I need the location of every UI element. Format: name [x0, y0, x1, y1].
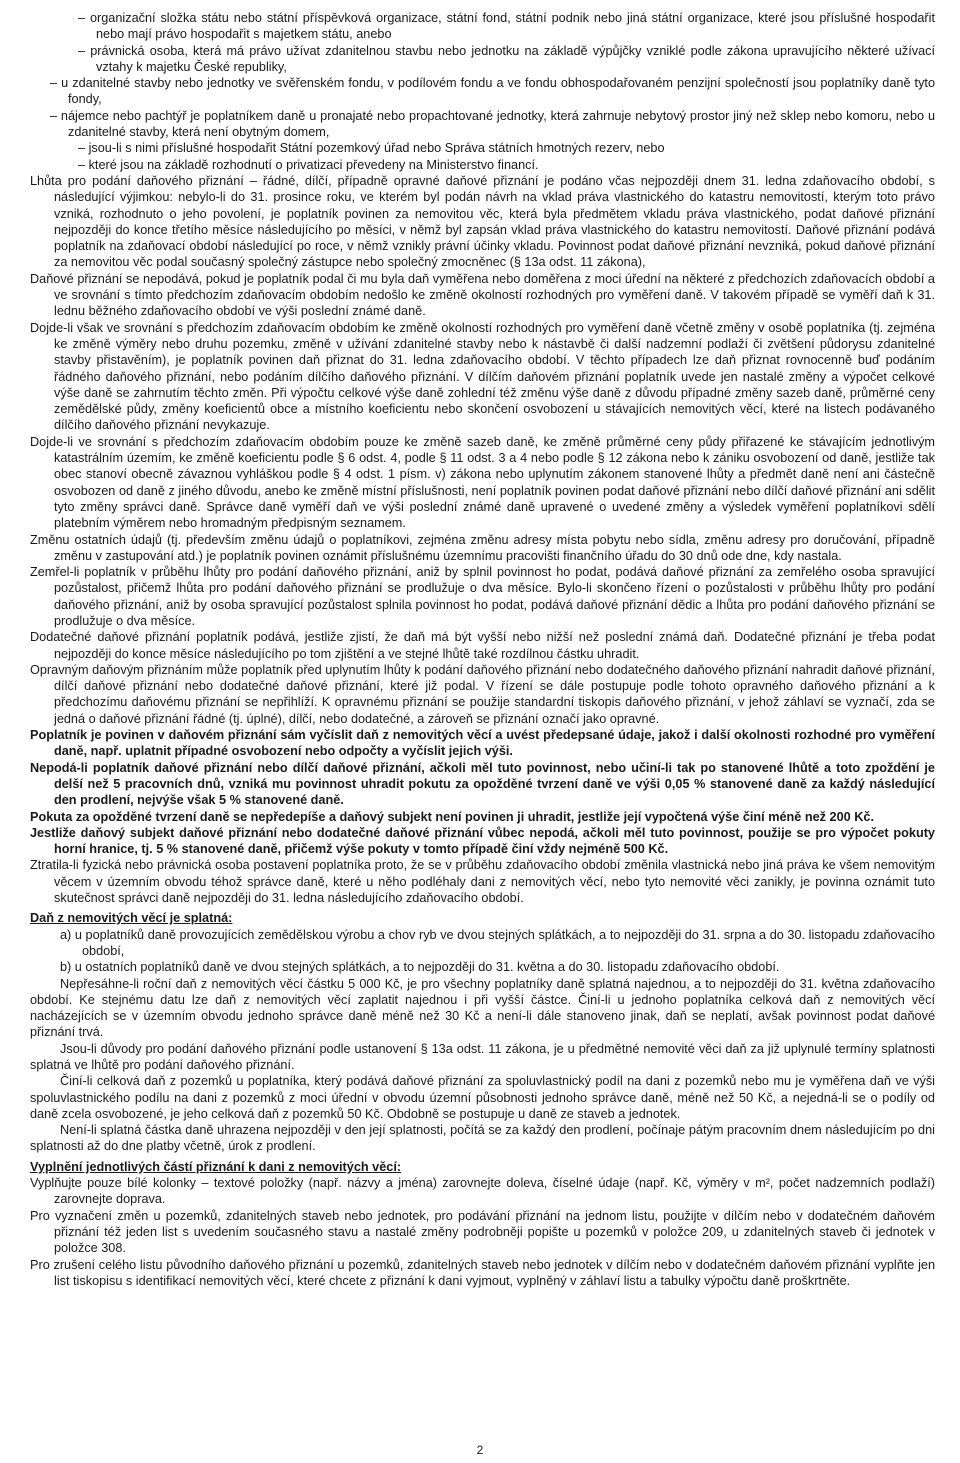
paragraph-minimum-tax: Činí-li celková daň z pozemků u poplatníka, který podává daňové přiznání za spoluvlastnický podíl na dani z pozemků nebo mu je vyměřena daň ve výši spoluvlastnického podílu na dani z pozemků z moci úřední v obvodu územní působnosti jednoho správce daně, méně než 50 Kč, a nejedná-li se o podíly od daně zcela osvobozené, je jeho celková daň z pozemků 50 Kč. Obdobně se postupuje u daně ze staveb a jednotek.: [30, 1074, 935, 1121]
paragraph-obligation: Poplatník je povinen v daňovém přiznání sám vyčíslit daň z nemovitých věcí a uvést předepsané údaje, jakož i další okolnosti rozhodné pro vyměření daně, např. uplatnit případné osvobození nebo odpočty a vyčíslit jejich výši.: [30, 728, 935, 759]
paragraph-penalty: Nepodá-li poplatník daňové přiznání nebo dílčí daňové přiznání, ačkoli měl tuto povinnost, nebo učiní-li tak po stanovené lhůtě a toto zpoždění je delší než 5 pracovních dnů, vzniká mu povinnost uhradit pokutu za opožděné tvrzení daně ve výši 0,05 % stanovené daně za každý následující den prodlení, nejvýše však 5 % stanovené daně.: [30, 760, 935, 808]
paragraph-no-filing: Daňové přiznání se nepodává, pokud je poplatník podal či mu byla daň vyměřena nebo doměřena z moci úřední na některé z předchozích zdaňovacích období a ve srovnání s tímto předchozím zdaňovacím obdobím nedošlo ke změně okolností rozhodných pro vyměření daně. V takovém případě se vyměří daň k 31. lednu běžného zdaňovacího období ve výši poslední známé daně.: [30, 271, 935, 319]
paragraph-single-payment: Nepřesáhne-li roční daň z nemovitých věcí částku 5 000 Kč, je pro všechny poplatníky daně splatná najednou, a to nejpozději do 31. května zdaňovacího období. Ke stejnému datu lze daň z nemovitých věcí zaplatit najednou i při vyšší částce. Činí-li u jednoho poplatníka celková daň z nemovitých věcí nacházejících se v územním obvodu jednoho správce daně méně než 30 Kč a není-li dále stanoveno jinak, daň se neplatí, avšak povinnost podat daňové přiznání trvá.: [30, 976, 935, 1040]
section-heading-payable: Daň z nemovitých věcí je splatná:: [30, 911, 233, 926]
paragraph-deadline-reasons: Jsou-li důvody pro podání daňového přiznání podle ustanovení § 13a odst. 11 zákona, je u předmětné nemovité věci daň za již uplynulé termíny splatnosti splatná ve lhůtě pro podání daňového přiznání.: [30, 1041, 935, 1072]
paragraph-white-fields: Vyplňujte pouze bílé kolonky – textové položky (např. názvy a jména) zarovnejte doleva, číselné údaje (např. Kč, výměry v m², počet nadzemních podlaží) zarovnejte doprava.: [30, 1176, 935, 1207]
bullet-item: – právnická osoba, která má právo užívat zdanitelnou stavbu nebo jednotku na základě výpůjčky vzniklé podle zákona upravujícího některé užívací vztahy k majetku České republiky,: [78, 43, 935, 74]
paragraph-deceased: Zemřel-li poplatník v průběhu lhůty pro podání daňového přiznání, aniž by splnil povinnost ho podat, podává daňové přiznání za zemřelého osoba spravující pozůstalost, přičemž lhůta pro podání daňového přiznání se prodlužuje o dva měsíce. Bylo-li skončeno řízení o pozůstalosti v průběhu lhůty pro podání daňového přiznání, aniž by osoba spravující pozůstalost splnila povinnost ho podat, podává daňové přiznání dědic a lhůta pro podání daňového přiznání se prodlužuje o dva měsíce.: [30, 565, 935, 628]
bullet-item: – organizační složka státu nebo státní příspěvková organizace, státní fond, státní podnik nebo jiná státní organizace, které jsou příslušné hospodařit nebo mají právo hospodařit s majetkem státu, anebo: [78, 11, 935, 42]
paragraph-supplementary: Dodatečné daňové přiznání poplatník podává, jestliže zjistí, že daň má být vyšší nebo nižší než poslední známá daň. Dodatečné přiznání je třeba podat nejpozději do konce měsíce následujícího po tom zjištění a ve stejné lhůtě také rozdílnou částku uhradit.: [30, 630, 935, 661]
list-item-a: a) u poplatníků daně provozujících zemědělskou výrobu a chov ryb ve dvou stejných splátkách, a to nejpozději do 31. srpna a do 30. listopadu zdaňovacího období,: [60, 927, 935, 958]
paragraph-mark-changes: Pro vyznačení změn u pozemků, zdanitelných staveb nebo jednotek, pro podávání přiznání na jednom listu, použijte v dílčím nebo v dodatečném daňovém přiznání též jeden list s uvedením současného stavu a nastalé změny podrobněji popište u pozemků v položce 209, u zdanitelných staveb či jednotek v položce 308.: [30, 1208, 935, 1256]
paragraph-penalty-max: Jestliže daňový subjekt daňové přiznání nebo dodatečné daňové přiznání vůbec nepodá, ačkoli měl tuto povinnost, použije se pro výpočet pokuty horní hranice, tj. 5 % stanovené daně, přičemž výše pokuty v tomto případě činí vždy nejméně 500 Kč.: [30, 825, 935, 857]
page-number: 2: [476, 1443, 484, 1457]
paragraph-other-data: Změnu ostatních údajů (tj. především změnu údajů o poplatníkovi, zejména změnu adresy místa pobytu nebo sídla, změnu adresy pro doručování, případně změnu v zastupování atd.) je poplatník povinen oznámit příslušnému územnímu pracovišti finančního úřadu do 30 dnů ode dne, kdy nastala.: [30, 532, 935, 563]
bullet-item: – které jsou na základě rozhodnutí o privatizaci převedeny na Ministerstvo financí.: [78, 157, 539, 172]
paragraph-lost-status: Ztratila-li fyzická nebo právnická osoba postavení poplatníka proto, že se v průběhu zdaňovacího období změnila vlastnická nebo jiná práva ke všem nemovitým věcem v územním obvodu téhož správce daně, které u něho podléhaly dani z nemovitých věcí, nebo tyto nemovité věci zanikly, je povinna oznámit tuto skutečnost správci daně nejpozději do 31. ledna následujícího zdaňovacího období.: [30, 858, 935, 906]
paragraph-changes: Dojde-li však ve srovnání s předchozím zdaňovacím obdobím ke změně okolností rozhodných pro vyměření daně včetně změny v osobě poplatníka (tj. zejména ke změně výměry nebo druhu pozemku, změně v užívání zdanitelné stavby nebo k nástavbě či další nadzemní podlaží či zvětšení půdorysu zdanitelné stavby přistavěním), je poplatník povinen daň přiznat do 31. ledna zdaňovacího období. V těchto případech lze daň přiznat rovnocenně buď podáním řádného daňového přiznání, nebo podáním dílčího daňového přiznání. V dílčím daňovém přiznání poplatník uvede jen nastalé změny a výpočet celkové výše daně se zahrnutím těchto změn. Při výpočtu celkové výše daně zohlední též změnu výše daně z důvodu případné změny sazeb daně, průměrné ceny zemědělské půdy, změny koeficientů obce a místního koeficientu nebo skončení osvobození u stávajících nemovitých věcí, které na listech podávaného dílčího daňového přiznání nevykazuje.: [30, 320, 935, 433]
bullet-item: – u zdanitelné stavby nebo jednotky ve svěřenském fondu, v podílovém fondu a ve fondu obhospodařovaném penzijní společností jsou poplatníky daně tyto fondy,: [50, 76, 935, 107]
list-item-b: b) u ostatních poplatníků daně ve dvou stejných splátkách, a to nejpozději do 31. května a do 30. listopadu zdaňovacího období.: [60, 960, 780, 975]
document-page: [30, 10, 935, 1289]
paragraph-late-interest: Není-li splatná částka daně uhrazena nejpozději v den její splatnosti, počítá se za každý den prodlení, počínaje pátým pracovním dnem následujícím po dni splatnosti až do dne platby včetně, úrok z prodlení.: [30, 1123, 935, 1154]
section-heading-filling: Vyplnění jednotlivých částí přiznání k dani z nemovitých věcí:: [30, 1159, 402, 1174]
paragraph-rate-changes: Dojde-li ve srovnání s předchozím zdaňovacím obdobím pouze ke změně sazeb daně, ke změně průměrné ceny půdy přiřazené ke stávajícím jednotlivým katastrálním územím, ke změně koeficientu podle § 6 odst. 4, podle § 11 odst. 3 a 4 nebo podle § 12 zákona nebo k zániku osvobození od daně, jestliže tak obec stanoví obecně závaznou vyhláškou podle § 4 odst. 1 písm. v) zákona nebo uplynutím zákonem stanovené lhůty a předmět daně není ani částečně osvobozen od daně z jiného důvodu, anebo ke změně místní příslušnosti, není poplatník povinen podat daňové přiznání nebo dílčí daňové přiznání ani sdělit tyto změny správci daně. Správce daně vyměří daň ve výši poslední známé daně upravené o uvedené změny a výsledek vyměření poplatníkovi sdělí platebním výměrem nebo hromadným předpisným seznamem.: [30, 434, 935, 531]
paragraph-cancel-sheet: Pro zrušení celého listu původního daňového přiznání u pozemků, zdanitelných staveb nebo jednotek v dílčím nebo v dodatečném daňovém přiznání vyplňte jen list tiskopisu s identifikací nemovitých věcí, které chcete z přiznání k dani vyjmout, vyplněný v záhlaví listu a tabulky výpočtu daně proškrtněte.: [30, 1257, 935, 1288]
bullet-item: – jsou-li s nimi příslušné hospodařit Státní pozemkový úřad nebo Správa státních hmotných rezerv, nebo: [78, 141, 665, 156]
bullet-item: – nájemce nebo pachtýř je poplatníkem daně u pronajaté nebo propachtované jednotky, která zahrnuje nebytový prostor jiný než sklep nebo komoru, nebo u zdanitelné stavby, která není obytným domem,: [50, 108, 935, 140]
paragraph-filing-deadline: Lhůta pro podání daňového přiznání – řádné, dílčí, případně opravné daňové přiznání je podáno včas nejpozději dnem 31. ledna zdaňovacího období, s následující výjimkou: nebylo-li do 31. prosince roku, ve kterém byl podán návrh na vklad práva vlastnického do katastru nemovitostí, kterým toto právo vzniká, rozhodnuto o jeho povolení, je poplatník povinen za nemovitou věc, která byla předmětem vkladu práva vlastnického, podat daňové přiznání nejpozději do konce třetího měsíce následujícího po měsíci, v němž byl zapsán vklad práva vlastnického do katastru nemovitostí. Daňové přiznání podává poplatník na zdaňovací období následující po roce, v němž vznikly právní účinky vkladu. Povinnost podat daňové přiznání nevzniká, pokud daňové přiznání za nemovitou věc podal současný společný zástupce nebo společný zmocněnec (§ 13a odst. 11 zákona),: [30, 173, 935, 270]
paragraph-penalty-min: Pokuta za opožděné tvrzení daně se nepředepíše a daňový subjekt není povinen ji uhradit, jestliže její vypočtená výše činí méně než 200 Kč.: [30, 809, 874, 824]
paragraph-corrective: Opravným daňovým přiznáním může poplatník před uplynutím lhůty k podání daňového přiznání nebo dodatečného daňového přiznání nahradit daňové přiznání, dílčí daňové přiznání nebo dodatečné daňové přiznání, které již podal. V řízení se dále postupuje podle tohoto opravného daňového přiznání a k předchozímu daňovému přiznání se nepřihlíží. K opravnému přiznání se použije standardní tiskopis daňového přiznání, v jehož záhlaví se vyznačí, zda se jedná o daňové přiznání řádné (tj. úplné), dílčí, nebo dodatečné, a zároveň se přiznání označí jako opravné.: [30, 662, 935, 726]
